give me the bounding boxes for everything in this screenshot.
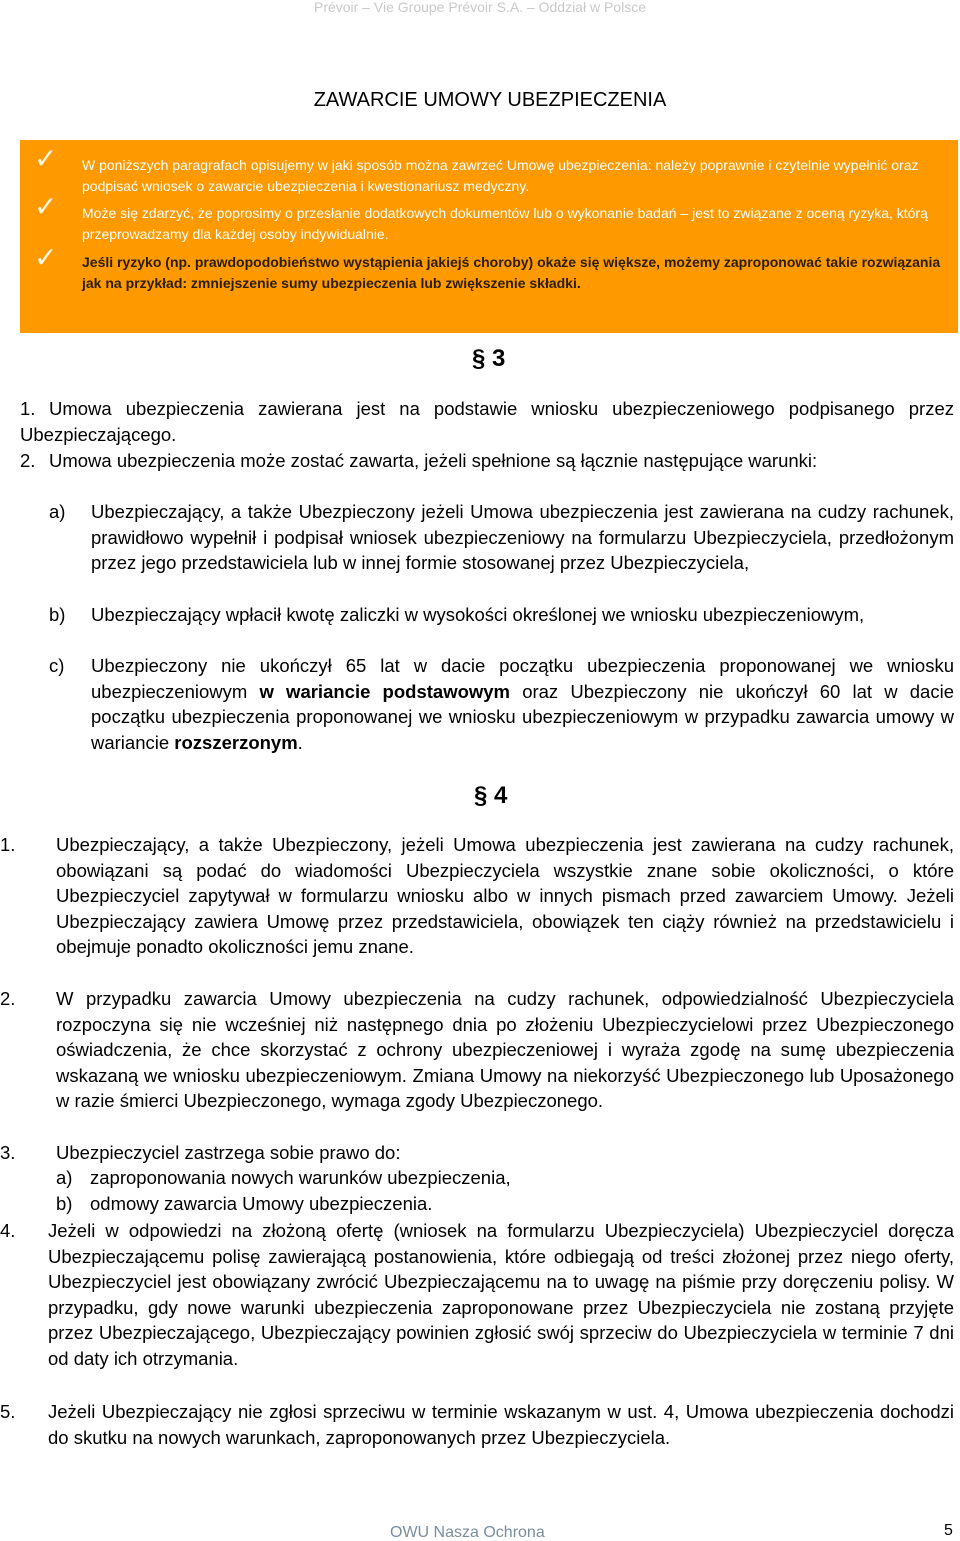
item-label: a) xyxy=(56,1167,73,1188)
item-number: 3. xyxy=(0,1142,16,1163)
paragraph: Ubezpieczający, a także Ubezpieczony jeżeli Umowa ubezpieczenia jest zawierana na cudzy rachunek, prawidłowo wypełnił i podpisał wniosek ubezpieczeniowy na formularzu Ubezpieczyciela, przedłożonym przez jego przedstawiciela lub w innej formie stosowanej przez Ubezpieczyciela, xyxy=(91,501,954,573)
item-number: 5. xyxy=(0,1401,16,1422)
info-item: Może się zdarzyć, że poprosimy o przesłanie dodatkowych dokumentów lub o wykonanie badań – jest to związane z oceną ryzyka, którą przeprowadzamy dla każdej osoby indywidualnie. xyxy=(82,205,928,242)
paragraph: odmowy zawarcia Umowy ubezpieczenia. xyxy=(90,1193,433,1214)
check-icon: ✓ xyxy=(34,191,58,222)
paragraph: Ubezpieczający, a także Ubezpieczony, jeżeli Umowa ubezpieczenia jest zawierana na cudzy rachunek, obowiązani są podać do wiadomości Ubezpieczyciela wszystkie znane sobie okoliczności, o które Ubezpieczyciel zapytywał w formularzu wniosku albo w innych pismach przed zawarciem Umowy. Jeżeli Ubezpieczający zawiera Umowę przez przedstawiciela, obowiązek ten ciąży również na przedstawicielu i obejmuje ponadto okoliczności jemu znane. xyxy=(56,834,954,957)
page-header: Prévoir – Vie Groupe Prévoir S.A. – Oddział w Polsce xyxy=(313,0,646,15)
page-title: ZAWARCIE UMOWY UBEZPIECZENIA xyxy=(313,89,667,111)
info-item: W poniższych paragrafach opisujemy w jaki sposób można zawrzeć Umowę ubezpieczenia: należy poprawnie i czytelnie wypełnić oraz podpisać wniosek o zawarcie ubezpieczenia i kwestionariusz medyczny. xyxy=(82,157,919,194)
item-label: c) xyxy=(49,655,65,676)
paragraph: Jeżeli w odpowiedzi na złożoną ofertę (wniosek na formularzu Ubezpieczyciela) Ubezpieczyciel doręcza Ubezpieczającemu polisę zawierającą postanowienia, które odbiegają od treści złożonej przez niego oferty, Ubezpieczyciel jest obowiązany zwrócić Ubezpieczającemu na to uwagę na piśmie przy doręczeniu polisy. W przypadku, gdy nowe warunki ubezpieczenia zaproponowane przez Ubezpieczyciela nie zostaną przyjęte przez Ubezpieczającego, Ubezpieczający powinien zgłosić swój sprzeciw do Ubezpieczyciela w terminie 7 dni od daty ich otrzymania. xyxy=(48,1220,954,1369)
footer-title: OWU Nasza Ochrona xyxy=(390,1524,545,1541)
info-item: Jeśli ryzyko (np. prawdopodobieństwo wystąpienia jakiejś choroby) okaże się większe, możemy zaproponować takie rozwiązania jak na przykład: zmniejszenie sumy ubezpieczenia lub zwiększenie składki. xyxy=(82,254,941,291)
item-number: 2. xyxy=(0,988,16,1009)
item-label: a) xyxy=(49,501,66,522)
check-icon: ✓ xyxy=(34,143,58,174)
item-number: 2. xyxy=(20,450,36,471)
paragraph: Ubezpieczyciel zastrzega sobie prawo do: xyxy=(56,1142,401,1163)
paragraph: zaproponowania nowych warunków ubezpieczenia, xyxy=(90,1167,511,1188)
page-number: 5 xyxy=(944,1522,953,1539)
item-label: b) xyxy=(56,1193,73,1214)
item-number: 1. xyxy=(20,398,36,419)
item-number: 4. xyxy=(0,1220,16,1241)
paragraph: Ubezpieczony nie ukończył 65 lat w dacie początku ubezpieczenia proponowanej we wniosku ubezpieczeniowym w wariancie podstawowym oraz Ubezpieczony nie ukończył 60 lat w dacie początku ubezpieczenia proponowanej we wniosku ubezpieczeniowym w przypadku zawarcia umowy w wariancie rozszerzonym. xyxy=(91,655,954,753)
paragraph: Ubezpieczający wpłacił kwotę zaliczki w wysokości określonej we wniosku ubezpieczeniowym, xyxy=(91,604,865,625)
check-icon: ✓ xyxy=(34,242,58,273)
paragraph: Jeżeli Ubezpieczający nie zgłosi sprzeciwu w terminie wskazanym w ust. 4, Umowa ubezpieczenia dochodzi do skutku na nowych warunkach, zaproponowanych przez Ubezpieczyciela. xyxy=(48,1401,954,1448)
section-heading: § 3 xyxy=(472,345,506,372)
paragraph: Umowa ubezpieczenia zawierana jest na podstawie wniosku ubezpieczeniowego podpisanego przez Ubezpieczającego. xyxy=(20,398,954,445)
section-heading: § 4 xyxy=(474,782,508,809)
item-label: b) xyxy=(49,604,66,625)
item-number: 1. xyxy=(0,834,16,855)
paragraph: W przypadku zawarcia Umowy ubezpieczenia na cudzy rachunek, odpowiedzialność Ubezpieczyciela rozpoczyna się nie wcześniej niż następnego dnia po złożeniu Ubezpieczycielowi przez Ubezpieczonego oświadczenia, że chce skorzystać z ochrony ubezpieczeniowej i wyraża zgodę na sumę ubezpieczenia wskazaną we wniosku ubezpieczeniowym. Zmiana Umowy na niekorzyść Ubezpieczonego lub Uposażonego w razie śmierci Ubezpieczonego, wymaga zgody Ubezpieczonego. xyxy=(56,988,954,1111)
paragraph: Umowa ubezpieczenia może zostać zawarta, jeżeli spełnione są łącznie następujące warunki: xyxy=(49,450,818,471)
